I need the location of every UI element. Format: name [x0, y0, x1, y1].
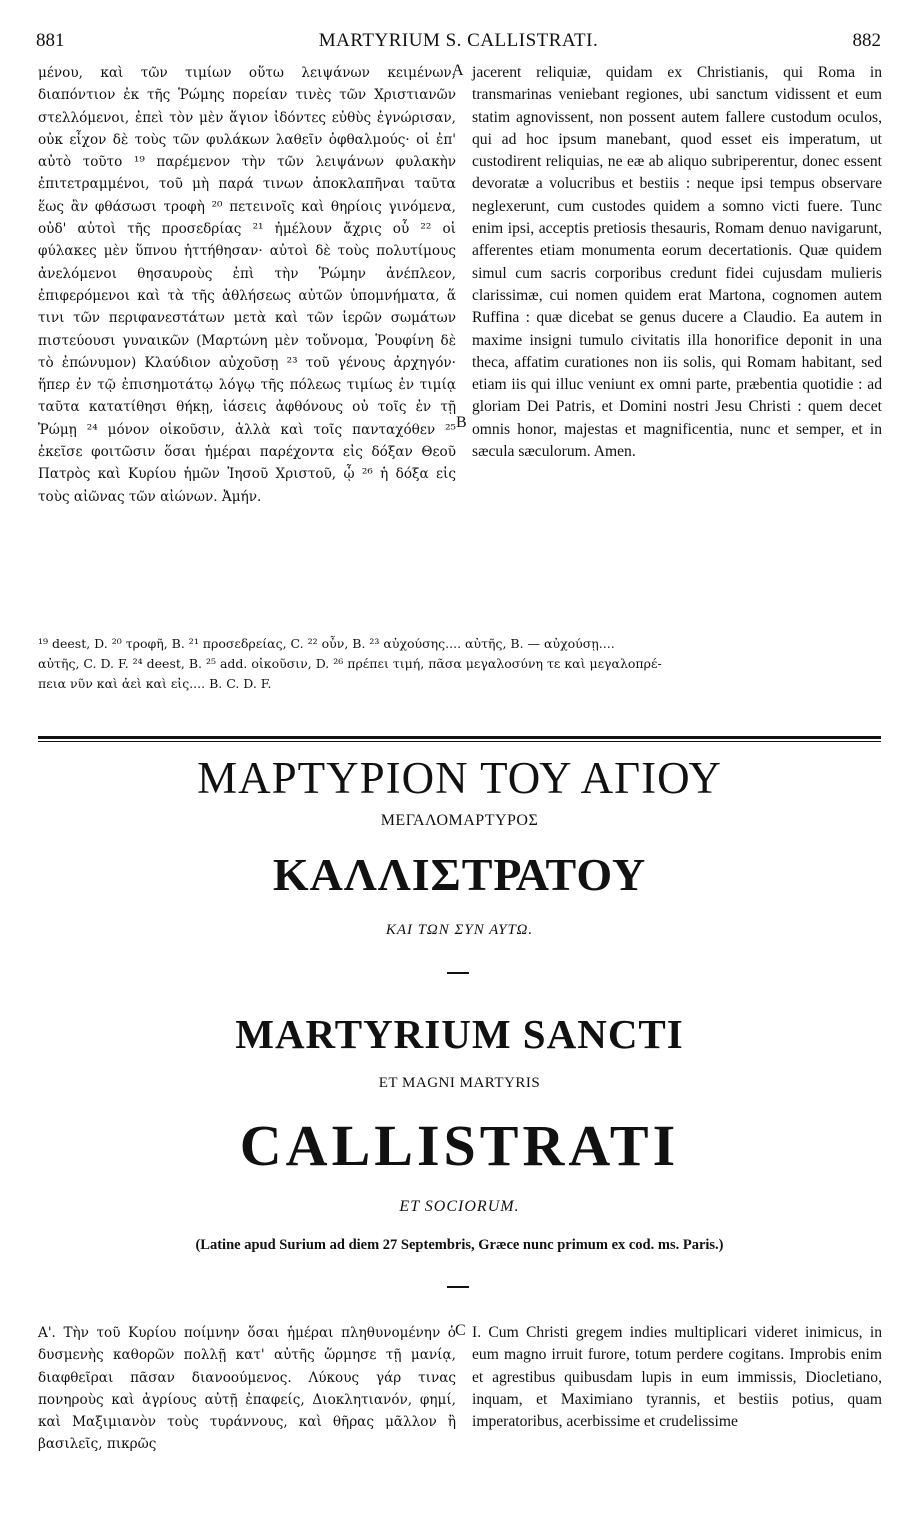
running-header: [30, 30, 887, 54]
greek-title-main: ΜΑΡΤΥΡΙΟΝ ΤΟΥ ΑΓΙΟΥ: [197, 753, 722, 803]
latin-text-top: jacerent reliquiæ, quidam ex Christianis, qui Roma in transmarinas veniebant regiones, ubi sanctum vidissent et eum statim agnovissent, non possent autem fallere custodum oculos, qui ad hoc ipsum manebant, quod esset eis imperatum, ut custodirent reliquias, ne eæ ab aliquo subriperentur, donec essent devoratæ a volucribus et bestiis : neque ipsi tempus observare neglexerunt, cum custodes quidem a somno victi fuere. Tunc enim ipsi, acceptis pretiosis thesauris, Romam denuo navigarunt, afferentes etiam monumenta eorum decertationis. Quæ quidem simul cum sacris corporibus credunt fidei cujusdam mulieris clarissimæ, cui nomen quidem erat Martona, cognomen autem Ruffina : quæ dicebat se genus ducere a Claudio. Ea autem in maxime insigni tumulo civitatis illa honorifice deponit in una theca, affatim curationes non iis solis, qui Romam habitant, sed etiam iis qui illuc veniunt ex omni parte, præbentia quotidie : ad gloriam Dei Patris, et Domini nostri Jesu Christi : quem decet omnis honor, majestas et magnificentia, nunc et semper, et in sæcula sæculorum. Amen.: [472, 64, 882, 461]
latin-title-main: MARTYRIUM SANCTI: [235, 1011, 684, 1057]
latin-column-bottom: [472, 1322, 882, 1433]
greek-column-top: [38, 62, 456, 508]
greek-title-name: ΚΑΛΛΙΣΤΡΑΤΟΥ: [272, 849, 647, 900]
title-dash-2: [447, 1286, 469, 1288]
section-divider-thin: [38, 741, 881, 742]
footnote-line-2: αὐτῆς, C. D. F. ²⁴ deest, B. ²⁵ add. οἰκοῦσιν, D. ²⁶ πρέπει τιμή, πᾶσα μεγαλοσύνη τε καὶ μεγαλοπρέ-: [38, 656, 662, 671]
latin-title-sub: ET MAGNI MARTYRIS: [378, 1075, 541, 1091]
latin-title-name: CALLISTRATI: [239, 1113, 680, 1178]
source-note: (Latine apud Surium ad diem 27 Septembris, Græce nunc primum ex cod. ms. Paris.): [195, 1237, 724, 1253]
latin-title-companions: ET SOCIORUM.: [399, 1198, 520, 1215]
greek-title-sub: ΜΕΓΑΛΟΜΑΡΤΥΡΟΣ: [380, 812, 539, 829]
latin-column-top: [472, 62, 882, 463]
section-marker-c: C: [455, 1322, 466, 1339]
greek-text-bottom: Α'. Τὴν τοῦ Κυρίου ποίμνην ὅσαι ἡμέραι πληθυνομένην ὁ δυσμενὴς καθορῶν πολλῇ κατ' αὐτῆς ὥρμησε τῇ μανίᾳ, διαφθεῖραι πᾶσαν διανοούμενος. Λύκους γάρ τινας πονηροὺς καὶ ἀγρίους αὐτῇ ἐπαφείς, Διοκλητιανόν, φημί, καὶ Μαξιμιανὸν τοὺς τυράννους, καὶ θῆρας μᾶλλον ἢ βασιλεῖς, πικρῶς: [38, 1325, 456, 1453]
section-marker-b: B: [456, 414, 467, 431]
section-marker-a: A: [452, 62, 464, 79]
section-divider-thick: [38, 736, 881, 739]
page-number-left: 881: [36, 30, 65, 51]
footnote-line-3: πεια νῦν καὶ ἀεὶ καὶ εἰς.... B. C. D. F.: [38, 676, 272, 691]
latin-text-bottom: I. Cum Christi gregem indies multiplicari videret inimicus, in eum magno irruit furore, totum perdere cogitans. Improbis enim et agrestibus quibusdam lupis in eum immissis, Diocletiano, inquam, et Maximiano tyrannis, et bestiis potius, quam imperatoribus, acerbissime et crudelissime: [472, 1324, 882, 1431]
greek-text-top: μένου, καὶ τῶν τιμίων οὕτω λειψάνων κειμένων, διαπόντιον ἐκ τῆς Ῥώμης πορείαν τινὲς τῶν Χριστιανῶν στελλόμενοι, ἐπεὶ τὸν μὲν ἅγιον ἰδόντες εὐθὺς ἐγνώρισαν, οὐκ εἶχον δὲ τοὺς τῶν φυλάκων λαθεῖν ὀφθαλμούς· οἱ ἐπ' αὐτὸ τοῦτο ¹⁹ παρέμενον τὴν τῶν λειψάνων φυλακὴν ἐπιτετραμμένοι, τοῦ μὴ παρά τινων ἀποκλαπῆναι ταῦτα ἕως ἂν φθάσωσι τροφὴ ²⁰ πετεινοῖς καὶ θηρίοις γινόμενα, οὐδ' αὐτοὶ τῆς προσεδρίας ²¹ ἠμέλουν ἄχρις οὗ ²² οἱ φύλακες μὲν ὕπνου ἡττήθησαν· αὐτοὶ δὲ τοὺς πολυτίμους ἀνελόμενοι θησαυροὺς ἐπὶ τὴν Ῥώμην ἀνέπλεον, ἐπιφερόμενοι καὶ τὰ τῆς ἀθλήσεως αὐτῶν ὑπομνήματα, ἅ τινι τῶν περιφανεστάτων μετὰ καὶ τῶν ἱερῶν σωμάτων πιστεύουσι γυναικῶν (Μαρτώνη μὲν τοὔνομα, Ῥουφίνη δὲ τὸ ἐπώνυμον) Κλαύδιον αὐχοῦσῃ ²³ τοῦ γένους ἀρχηγόν· ἥπερ ἐν τῷ ἐπισημοτάτῳ λόγῳ τῆς πόλεως τιμίως ἐν τιμίᾳ ταῦτα κατατίθησι θήκῃ, ἰάσεις ἀφθόνους οὐ τοῖς ἐν τῇ Ῥώμῃ ²⁴ μόνον οἰκοῦσιν, ἀλλὰ καὶ τοῖς πανταχόθεν ²⁵ ἐκεῖσε φοιτῶσιν ὅσαι ἡμέραι παρέχοντα εἰς δόξαν Θεοῦ Πατρὸς καὶ Κυρίου ἡμῶν Ἰησοῦ Χριστοῦ, ᾧ ²⁶ ἡ δόξα εἰς τοὺς αἰῶνας τῶν αἰώνων. Ἀμήν.: [38, 65, 456, 505]
page-number-right: 882: [852, 30, 881, 51]
title-dash-1: [447, 972, 469, 974]
running-title: MARTYRIUM S. CALLISTRATI.: [318, 30, 599, 51]
footnote-line-1: ¹⁹ deest, D. ²⁰ τροφῆ, B. ²¹ προσεδρείας, C. ²² οὖν, B. ²³ αὐχούσης.... αὐτῆς, B. — αὐχούσῃ....: [38, 636, 615, 651]
greek-column-bottom: [38, 1322, 456, 1456]
greek-title-companions: ΚΑΙ ΤΩΝ ΣΥΝ ΑΥΤΩ.: [385, 922, 534, 938]
